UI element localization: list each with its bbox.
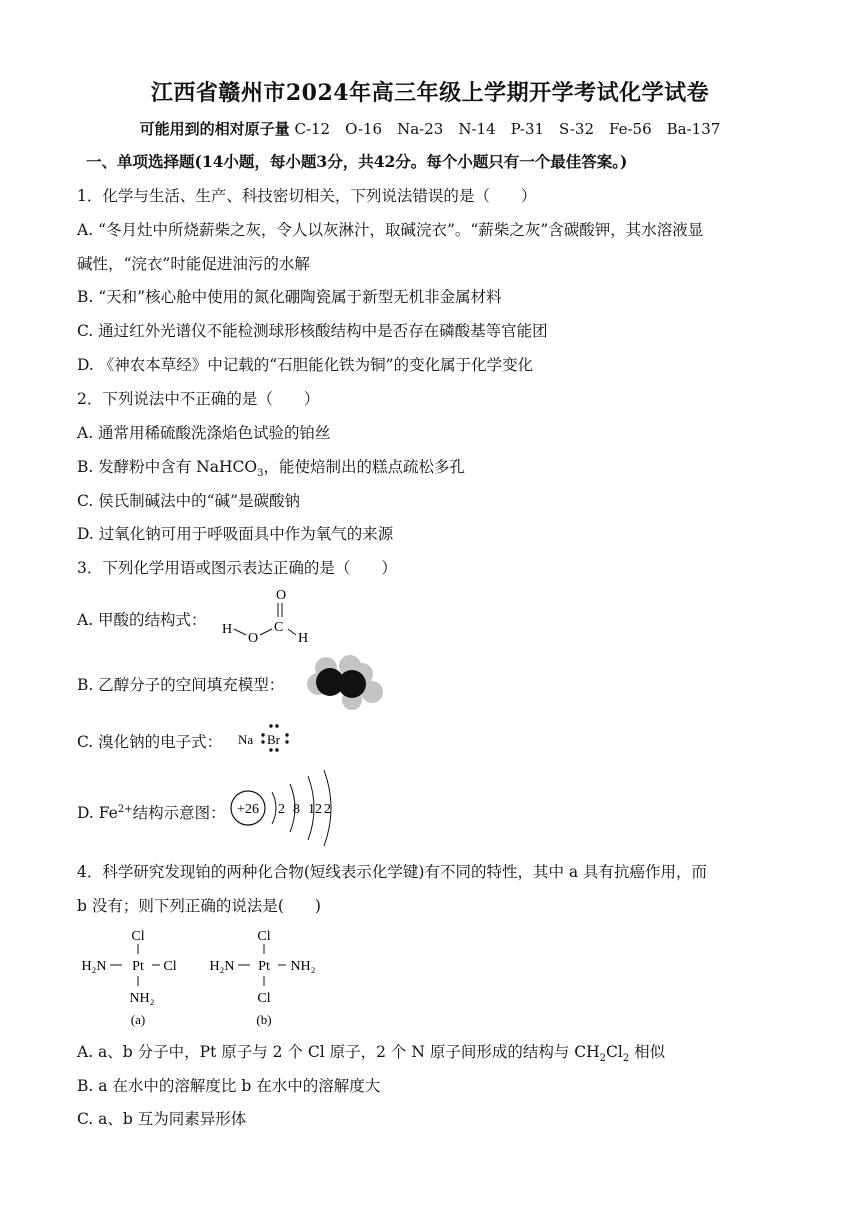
- atomic-mass-line: [0, 118, 860, 139]
- atomic-mass-label: 可能用到的相对原子量: [139, 120, 290, 138]
- ethanol-space-filling-model: [306, 654, 390, 714]
- exam-title: 江西省赣州市2024年高三年级上学期开学考试化学试卷: [150, 80, 710, 106]
- section-heading: 一、单项选择题(14小题，每小题3分，共42分。每个小题只有一个最佳答案。): [86, 152, 628, 171]
- q3-option-d-pre: D. Fe: [77, 804, 118, 823]
- fe-shell-3: 12: [308, 802, 322, 817]
- q4-option-c: C. a、b 互为同素异形体: [77, 1110, 247, 1128]
- fig-b-bottom: Cl: [257, 991, 271, 1006]
- q2-option-b-sub: 3: [257, 468, 264, 480]
- q4-option-a-pre: A. a、b 分子中，Pt 原子与 2 个 Cl 原子，2 个 N 原子间形成的结构与 CH: [77, 1043, 600, 1061]
- q3-option-c: C. 溴化钠的电子式：: [77, 733, 223, 751]
- q2-option-b: [77, 457, 465, 484]
- q4-option-a-post: 相似: [629, 1043, 666, 1061]
- nabr-na: Na: [238, 732, 254, 747]
- nabr-br: Br: [267, 732, 280, 747]
- fig-a-caption: (a): [130, 1012, 146, 1027]
- q2-option-d: D. 过氧化钠可用于呼吸面具中作为氧气的来源: [77, 525, 394, 543]
- q1-stem: 1．化学与生活、生产、科技密切相关，下列说法错误的是（ ）: [77, 187, 537, 205]
- fig-a-center: Pt: [132, 959, 144, 974]
- q2-stem: 2．下列说法中不正确的是（ ）: [77, 390, 320, 408]
- fig-a-bottom: NH₂: [129, 991, 155, 1006]
- q3-option-d-post: 结构示意图：: [132, 804, 226, 823]
- formic-h-right: H: [298, 631, 309, 645]
- fe-shell-1: 2: [278, 802, 285, 817]
- q4-stem-line2: b 没有；则下列正确的说法是( ): [77, 897, 321, 915]
- fe-shell-4: 2: [324, 802, 331, 817]
- formic-o-left: O: [248, 631, 259, 645]
- q1-option-b: B. “天和”核心舱中使用的氮化硼陶瓷属于新型无机非金属材料: [77, 288, 502, 306]
- q4-option-a-sub2: 2: [622, 1053, 630, 1065]
- q2-option-c: C. 侯氏制碱法中的“碱”是碳酸钠: [77, 492, 301, 510]
- q4-stem-line1: 4．科学研究发现铂的两种化合物(短线表示化学键)有不同的特性，其中 a 具有抗癌作用，而: [77, 863, 708, 881]
- q4-option-a-mid: Cl: [606, 1043, 623, 1061]
- q4-option-a-sub1: 2: [599, 1053, 606, 1065]
- q4-option-b: B. a 在水中的溶解度比 b 在水中的溶解度大: [77, 1077, 381, 1095]
- q1-option-a-line2: 碱性，“浣衣”时能促进油污的水解: [77, 255, 310, 273]
- q3-option-a: A. 甲酸的结构式：: [77, 611, 207, 629]
- fe-nucleus: +26: [237, 802, 259, 817]
- platinum-compounds-figure: [76, 922, 326, 1034]
- formic-h-left: H: [222, 622, 233, 637]
- q3-option-b: B. 乙醇分子的空间填充模型：: [77, 676, 285, 694]
- q2-option-a: A. 通常用稀硫酸洗涤焰色试验的铂丝: [77, 424, 331, 442]
- formic-c: C: [274, 620, 284, 635]
- q1-option-c: C. 通过红外光谱仪不能检测球形核酸结构中是否存在磷酸基等官能团: [77, 322, 548, 340]
- formic-o-top: O: [276, 588, 287, 603]
- q3-option-d: [77, 800, 226, 823]
- fig-b-center: Pt: [258, 959, 270, 974]
- q2-option-b-pre: B. 发酵粉中含有 NaHCO: [77, 458, 258, 476]
- fig-a-left: H₂N: [81, 959, 107, 974]
- fig-b-left: H₂N: [209, 959, 235, 974]
- fe-shell-2: 8: [293, 802, 300, 817]
- fig-b-right: NH₂: [290, 959, 316, 974]
- q1-option-a-line1: A. “冬月灶中所烧薪柴之灰，令人以灰淋汁，取碱浣衣”。“薪柴之灰”含碳酸钾，其水溶液显: [77, 221, 704, 239]
- q1-option-d: D. 《神农本草经》中记载的“石胆能化铁为铜”的变化属于化学变化: [77, 356, 534, 374]
- atomic-mass-values: C-12 O-16 Na-23 N-14 P-31 S-32 Fe-56 Ba-137: [294, 120, 721, 138]
- sodium-bromide-electron-formula: [236, 720, 296, 756]
- formic-acid-structure: [218, 585, 318, 645]
- q4-option-a: [77, 1042, 665, 1069]
- fig-a-top: Cl: [131, 929, 145, 944]
- q2-option-b-post: ，能使焙制出的糕点疏松多孔: [263, 458, 465, 476]
- fe2-structure-diagram: [228, 766, 346, 846]
- fig-b-caption: (b): [256, 1012, 272, 1027]
- q3-option-d-sup: 2+: [117, 804, 133, 815]
- fig-b-top: Cl: [257, 929, 271, 944]
- fig-a-right: Cl: [163, 959, 177, 974]
- q3-stem: 3．下列化学用语或图示表达正确的是（ ）: [77, 559, 397, 577]
